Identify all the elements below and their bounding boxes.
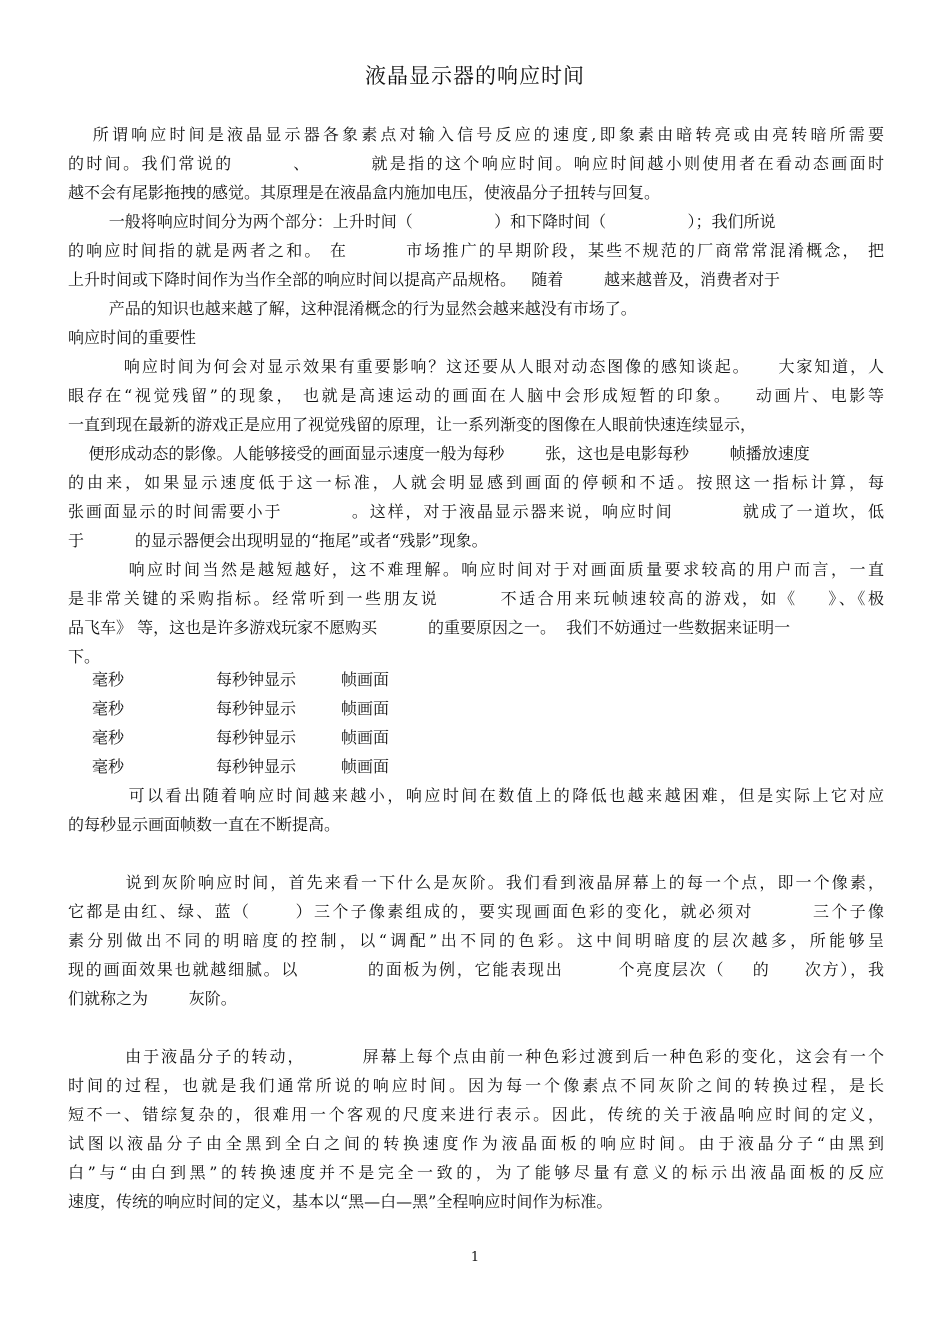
text-line: 由于液晶分子的转动， 屏幕上每个点由前一种色彩过渡到后一种色彩的变化，这会有一个 <box>68 1047 884 1066</box>
text-line: 上升时间或下降时间作为当作全部的响应时间以提高产品规格。 随着 越来越普及，消费者对于 <box>68 270 780 289</box>
text-line: 素分别做出不同的明暗度的控制，以“调配”出不同的色彩。这中间明暗度的层次越多，所能够呈 <box>68 931 884 950</box>
text-line: 们就称之为 灰阶。 <box>68 989 237 1008</box>
table-cell-suffix: 帧画面 <box>341 670 390 689</box>
table-cell-label: 每秒钟显示 <box>216 670 297 689</box>
page-title: 液晶显示器的响应时间 <box>365 64 585 88</box>
text-line: 响应时间为何会对显示效果有重要影响？这还要从人眼对动态图像的感知谈起。 大家知道，人 <box>68 357 884 376</box>
text-line: 眼存在“视觉残留”的现象， 也就是高速运动的画面在人脑中会形成短暂的印象。 动画片、电影等 <box>68 386 884 405</box>
text-line <box>68 840 884 868</box>
table-cell-unit: 毫秒 <box>92 728 125 747</box>
table-cell-unit: 毫秒 <box>92 670 125 689</box>
text-line: 下。 <box>68 647 101 666</box>
text-line: 所谓响应时间是液晶显示器各象素点对输入信号反应的速度,即象素由暗转亮或由亮转暗所需要 <box>68 125 884 144</box>
text-line: 便形成动态的影像。人能够接受的画面显示速度一般为每秒 张，这也是电影每秒 帧播放速度 <box>68 444 810 463</box>
text-line <box>68 1014 884 1042</box>
text-line: 速度，传统的响应时间的定义，基本以“黑—白—黑”全程响应时间作为标准。 <box>68 1192 613 1211</box>
table-cell-label: 每秒钟显示 <box>216 757 297 776</box>
text-line: 张画面显示的时间需要小于 。这样，对于液晶显示器来说，响应时间 就成了一道坎，低 <box>68 502 884 521</box>
text-line: 的由来，如果显示速度低于这一标准，人就会明显感到画面的停顿和不适。按照这一指标计算，每 <box>68 473 884 492</box>
text-line: 是非常关键的采购指标。经常听到一些朋友说 不适合用来玩帧速较高的游戏，如《 》、《极 <box>68 589 884 608</box>
text-line: 说到灰阶响应时间，首先来看一下什么是灰阶。我们看到液晶屏幕上的每一个点，即一个像素， <box>68 873 884 892</box>
text-line: 的时间。我们常说的 、 就是指的这个响应时间。响应时间越小则使用者在看动态画面时 <box>68 154 884 173</box>
text-line: 短不一、错综复杂的，很难用一个客观的尺度来进行表示。因此，传统的关于液晶响应时间的定义， <box>68 1105 884 1124</box>
text-line: 于 的显示器便会出现明显的“拖尾”或者“残影”现象。 <box>68 531 488 550</box>
table-cell-suffix: 帧画面 <box>341 757 390 776</box>
text-line: 产品的知识也越来越了解，这种混淆概念的行为显然会越来越没有市场了。 <box>68 299 637 318</box>
table-cell-unit: 毫秒 <box>92 699 125 718</box>
text-line: 品飞车》 等，这也是许多游戏玩家不愿购买 的重要原因之一。 我们不妨通过一些数据来证明一 <box>68 618 791 637</box>
text-line: 一直到现在最新的游戏正是应用了视觉残留的原理，让一系列渐变的图像在人眼前快速连续显示， <box>68 415 757 434</box>
text-line: 现的画面效果也就越细腻。以 的面板为例，它能表现出 个亮度层次（ 的 次方），我 <box>68 960 884 979</box>
text-line: 一般将响应时间分为两个部分：上升时间（ ）和下降时间（ ）；我们所说 <box>68 212 776 231</box>
table-cell-suffix: 帧画面 <box>341 699 390 718</box>
text-line: 的每秒显示画面帧数一直在不断提高。 <box>68 815 341 834</box>
text-line: 它都是由红、绿、蓝（ ）三个子像素组成的，要实现画面色彩的变化，就必须对 三个子像 <box>68 902 884 921</box>
page-number: 1 <box>470 1250 480 1265</box>
text-line: 试图以液晶分子由全黑到全白之间的转换速度作为液晶面板的响应时间。由于液晶分子“由黑到 <box>68 1134 884 1153</box>
table-cell-label: 每秒钟显示 <box>216 728 297 747</box>
text-line: 的响应时间指的就是两者之和。 在 市场推广的早期阶段，某些不规范的厂商常常混淆概念， 把 <box>68 241 884 260</box>
table-cell-label: 每秒钟显示 <box>216 699 297 718</box>
text-line: 越不会有尾影拖拽的感觉。其原理是在液晶盒内施加电压，使液晶分子扭转与回复。 <box>68 183 661 202</box>
text-line: 响应时间的重要性 <box>68 328 197 347</box>
text-line: 可以看出随着响应时间越来越小，响应时间在数值上的降低也越来越困难，但是实际上它对应 <box>68 786 884 805</box>
table-cell-unit: 毫秒 <box>92 757 125 776</box>
table-cell-suffix: 帧画面 <box>341 728 390 747</box>
text-line: 响应时间当然是越短越好，这不难理解。响应时间对于对画面质量要求较高的用户而言，一直 <box>68 560 884 579</box>
text-line: 白”与“由白到黑”的转换速度并不是完全一致的，为了能够尽量有意义的标示出液晶面板的反应 <box>68 1163 884 1182</box>
text-line: 时间的过程，也就是我们通常所说的响应时间。因为每一个像素点不同灰阶之间的转换过程，是长 <box>68 1076 884 1095</box>
